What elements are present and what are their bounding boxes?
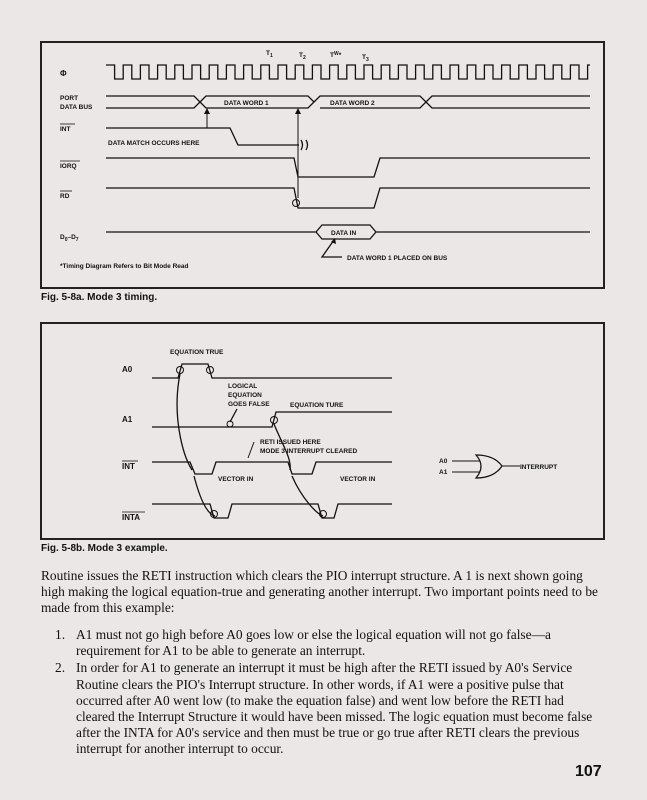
list-item <box>41 627 601 659</box>
list-item-text: A1 must not go high before A0 goes low or else the logical equation will not go false—a requirement for A1 to be able to generate an interrupt. <box>76 627 551 659</box>
vector-in-2-label: VECTOR IN <box>340 476 376 483</box>
a1-label: A1 <box>122 415 133 424</box>
timing-footnote: *Timing Diagram Refers to Bit Mode Read <box>60 263 189 270</box>
timing-diagram-a <box>42 43 603 287</box>
list-item <box>41 660 601 757</box>
data-word-1-label: DATA WORD 1 <box>224 100 269 107</box>
figure-mode3-example <box>40 322 605 540</box>
placed-on-bus-arrow <box>322 240 342 257</box>
equation-true-label: EQUATION TRUE <box>170 349 224 356</box>
port-label: PORT <box>60 95 79 102</box>
equation-ture-label: EQUATION TURE <box>290 402 344 409</box>
port-bus-tail <box>426 96 590 108</box>
logical-eq-line2: EQUATION <box>228 392 262 399</box>
vector-in-1-label: VECTOR IN <box>218 476 254 483</box>
gate-a1-label: A1 <box>439 469 448 476</box>
a0-to-int-arrow <box>177 374 192 470</box>
logical-eq-arrow <box>230 409 237 422</box>
d0d7-label: $D_0-D_7$ <box>60 234 79 243</box>
or-gate-icon <box>476 455 502 478</box>
inta-label: INTA <box>122 513 141 522</box>
phi-label: Φ <box>60 69 67 78</box>
numbered-list <box>41 627 601 759</box>
t1-label: $T_1$ <box>266 50 273 59</box>
reti-arrow <box>248 442 254 458</box>
clock-waveform <box>106 65 590 79</box>
figure-b-caption: Fig. 5-8b. Mode 3 example. <box>41 543 168 554</box>
tw-label: $T^W*$ <box>330 51 342 59</box>
match-arrowhead <box>204 108 210 114</box>
port-bus-idle <box>106 96 200 108</box>
t3-label: $T_3$ <box>362 54 369 63</box>
rd-waveform <box>106 188 590 208</box>
reti-label-line2: MODE 3 INTERRUPT CLEARED <box>260 448 358 455</box>
iorq-label: IORQ <box>60 163 77 170</box>
iorq-waveform <box>106 158 590 177</box>
int-to-inta-arrow-2 <box>292 476 323 516</box>
timing-diagram-b <box>42 324 603 538</box>
figure-a-caption: Fig. 5-8a. Mode 3 timing. <box>41 292 158 303</box>
page-number: 107 <box>575 763 602 780</box>
logical-eq-line3: GOES FALSE <box>228 401 270 408</box>
inta-waveform <box>152 504 392 518</box>
logical-eq-line1: LOGICAL <box>228 383 258 390</box>
rd-label: RD <box>60 193 70 200</box>
a1-waveform <box>152 412 392 427</box>
placed-on-bus-label: DATA WORD 1 PLACED ON BUS <box>347 255 448 262</box>
a0-label: A0 <box>122 365 133 374</box>
int-break-mark <box>301 140 308 150</box>
data-match-label: DATA MATCH OCCURS HERE <box>108 140 200 147</box>
list-item-number: 2. <box>55 660 66 676</box>
gate-a0-label: A0 <box>439 458 448 465</box>
figure-mode3-timing <box>40 41 605 289</box>
a0-waveform <box>152 364 392 378</box>
data-word-2-label: DATA WORD 2 <box>330 100 375 107</box>
body-paragraph: Routine issues the RETI instruction which clears the PIO interrupt structure. A 1 is next shown going high making the logical equation-true and generating another interrupt. Two important points need to be made from this example: <box>41 568 598 616</box>
gate-output-label: INTERRUPT <box>520 464 558 471</box>
data-in-label: DATA IN <box>331 230 357 237</box>
t2-label: $T_2$ <box>299 52 306 61</box>
list-item-number: 1. <box>55 627 66 642</box>
rd-bus-arrowhead <box>295 108 301 114</box>
int-label: INT <box>60 126 71 133</box>
int-b-label: INT <box>122 462 135 471</box>
list-item-text: In order for A1 to generate an interrupt it must be high after the RETI issued by A0's Service Routine clears the PIO's Interrupt structure. In other words, if A1 were a positive pulse that occurred after A0 went low (to make the equation false) and went low before the RETI had cleared the Interrupt Structure it would have been missed. The logic equation must become false after the INTA for A0's service and then must be true or go true after RETI clears the previous interrupt for another interrupt to occur. <box>76 660 593 757</box>
reti-label-line1: RETI ISSUED HERE <box>260 439 321 446</box>
data-bus-label: DATA BUS <box>60 104 93 111</box>
